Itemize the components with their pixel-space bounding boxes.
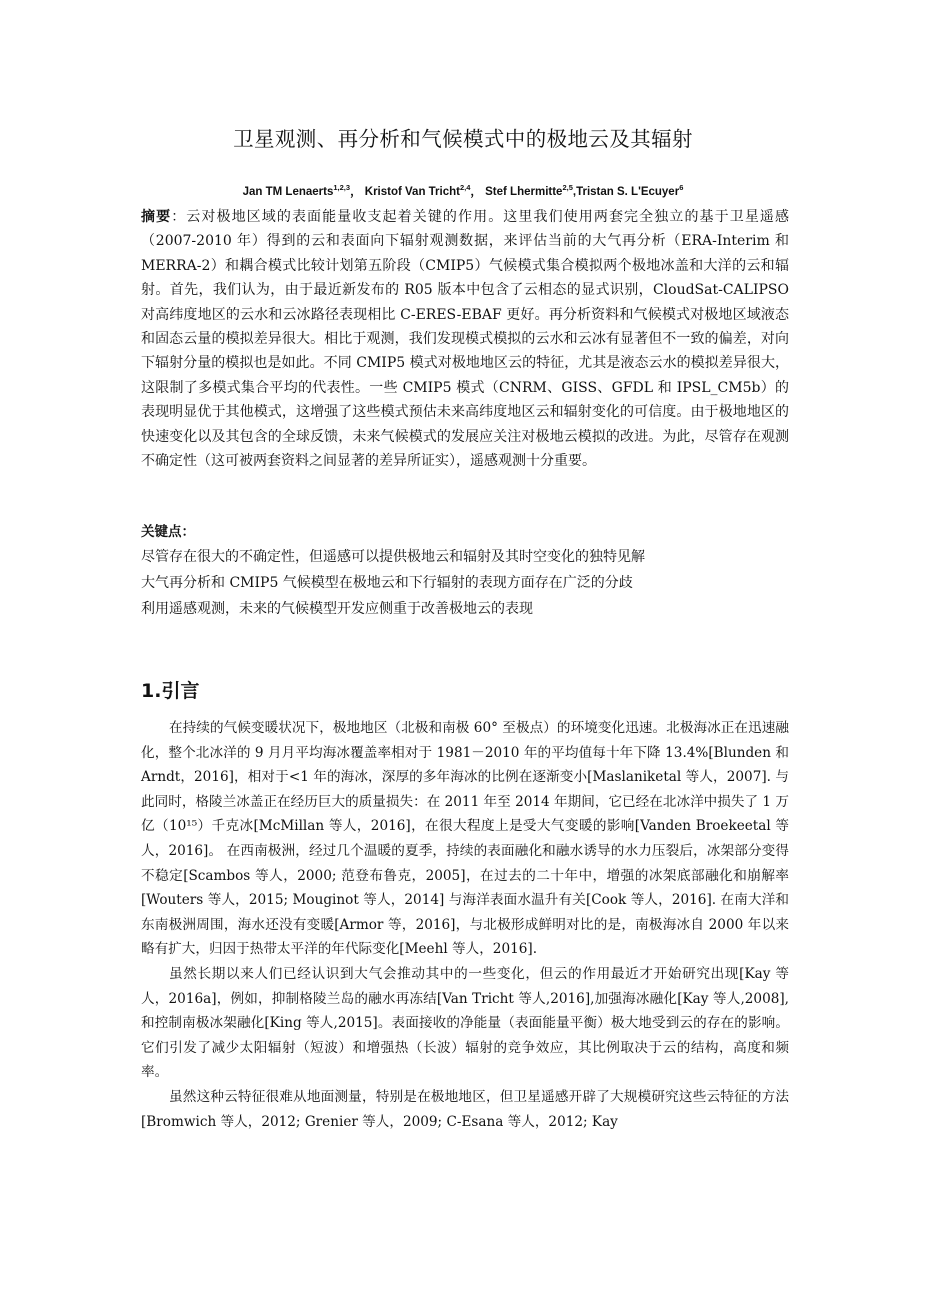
paragraph: 虽然这种云特征很难从地面测量，特别是在极地地区，但卫星遥感开辟了大规模研究这些云特征的方法[Bromwich 等人，2012; Grenier 等人，2009; C-Esana 等人，2012; Kay	[141, 1088, 789, 1130]
key-point: 尽管存在很大的不确定性，但遥感可以提供极地云和辐射及其时空变化的独特见解	[141, 549, 645, 565]
author-separator: ，	[470, 186, 482, 198]
author-name: Stef Lhermitte	[485, 186, 563, 198]
author-affiliation: 2,4	[459, 183, 471, 193]
paragraph: 在持续的气候变暖状况下，极地地区（北极和南极 60° 至极点）的环境变化迅速。北极海冰正在迅速融化，整个北冰洋的 9 月月平均海冰覆盖率相对于 1981－2010 年的平均值每十年下降 13.4%[Blunden 和 Arndt，2016]，相对于<1 年的海冰，深厚的多年海冰的比例在逐渐变小[Maslaniketal 等人，2007]. 与此同时，格陵兰冰盖正在经历巨大的质量损失：在 2011 年至 2014 年期间，它已经在北冰洋中损失了 1 万亿（10¹⁵）千克冰[McMillan 等人，2016]，在很大程度上是受大气变暖的影响[Vanden Broekeetal 等人，2016]。 在西南极洲，经过几个温暖的夏季，持续的表面融化和融水诱导的水力压裂后，冰架部分变得不稳定[Scambos 等人，2000; 范登布鲁克，2005]，在过去的二十年中，增强的冰架底部融化和崩解率[Wouters 等人，2015; Mouginot 等人，2014] 与海洋表面水温升有关[Cook 等人，2016]. 在南大洋和东南极洲周围，海水还没有变暖[Armor 等，2016]，与北极形成鲜明对比的是，南极海冰自 2000 年以来略有扩大，归因于热带太平洋的年代际变化[Meehl 等人，2016].	[141, 720, 789, 958]
section-heading: 1.引言	[141, 680, 200, 702]
key-point: 大气再分析和 CMIP5 气候模型在极地云和下行辐射的表现方面存在广泛的分歧	[141, 575, 633, 591]
paragraph: 虽然长期以来人们已经认识到大气会推动其中的一些变化，但云的作用最近才开始研究出现[Kay 等人，2016a]，例如，抑制格陵兰岛的融水再冻结[Van Tricht 等人,2016],加强海冰融化[Kay 等人,2008],和控制南极冰架融化[King 等人,2015]。表面接收的净能量（表面能量平衡）极大地受到云的存在的影响。它们引发了减少太阳辐射（短波）和增强热（长波）辐射的竞争效应，其比例取决于云的结构，高度和频率。	[141, 965, 789, 1081]
section-body	[141, 716, 789, 1134]
author-separator: ，	[350, 186, 362, 198]
paper-title: 卫星观测、再分析和气候模式中的极地云及其辐射	[233, 127, 693, 151]
abstract	[141, 205, 789, 473]
key-point: 利用遥感观测，未来的气候模型开发应侧重于改善极地云的表现	[141, 601, 533, 617]
author-affiliation: 1,2,3	[333, 183, 351, 193]
author	[364, 183, 482, 198]
author-affiliation: 6	[679, 183, 684, 193]
author-name: Kristof Van Tricht	[364, 186, 460, 198]
author-affiliation: 2,5	[562, 183, 573, 193]
key-points-heading: 关键点：	[141, 524, 195, 540]
abstract-text: ：云对极地区域的表面能量收支起着关键的作用。这里我们使用两套完全独立的基于卫星遥感（2007-2010 年）得到的云和表面向下辐射观测数据，来评估当前的大气再分析（ERA-Interim 和 MERRA-2）和耦合模式比较计划第五阶段（CMIP5）气候模式集合模拟两个极地冰盖和大洋的云和辐射。首先，我们认为，由于最近新发布的 R05 版本中包含了云相态的显式识别，CloudSat-CALIPSO 对高纬度地区的云水和云冰路径表现相比 C-ERES-EBAF 更好。再分析资料和气候模式对极地区域液态和固态云量的模拟差异很大。相比于观测，我们发现模式模拟的云水和云冰有显著但不一致的偏差，对向下辐射分量的模拟也是如此。不同 CMIP5 模式对极地地区云的特征，尤其是液态云水的模拟差异很大，这限制了多模式集合平均的代表性。一些 CMIP5 模式（CNRM、GISS、GFDL 和 IPSL_CM5b）的表现明显优于其他模式，这增强了这些模式预估未来高纬度地区云和辐射变化的可信度。由于极地地区的快速变化以及其包含的全球反馈，未来气候模式的发展应关注对极地云模拟的改进。为此，尽管存在观测不确定性（这可被两套资料之间显著的差异所证实），遥感观测十分重要。	[141, 209, 790, 470]
author-name: Jan TM Lenaerts	[242, 186, 334, 198]
author	[485, 183, 577, 198]
author	[576, 183, 684, 198]
abstract-label: 摘要	[141, 209, 172, 225]
author-separator: ,	[572, 186, 577, 198]
key-points-list	[141, 544, 801, 622]
author-name: Tristan S. L'Ecuyer	[576, 186, 680, 198]
author-line	[0, 183, 926, 199]
author	[242, 183, 362, 198]
